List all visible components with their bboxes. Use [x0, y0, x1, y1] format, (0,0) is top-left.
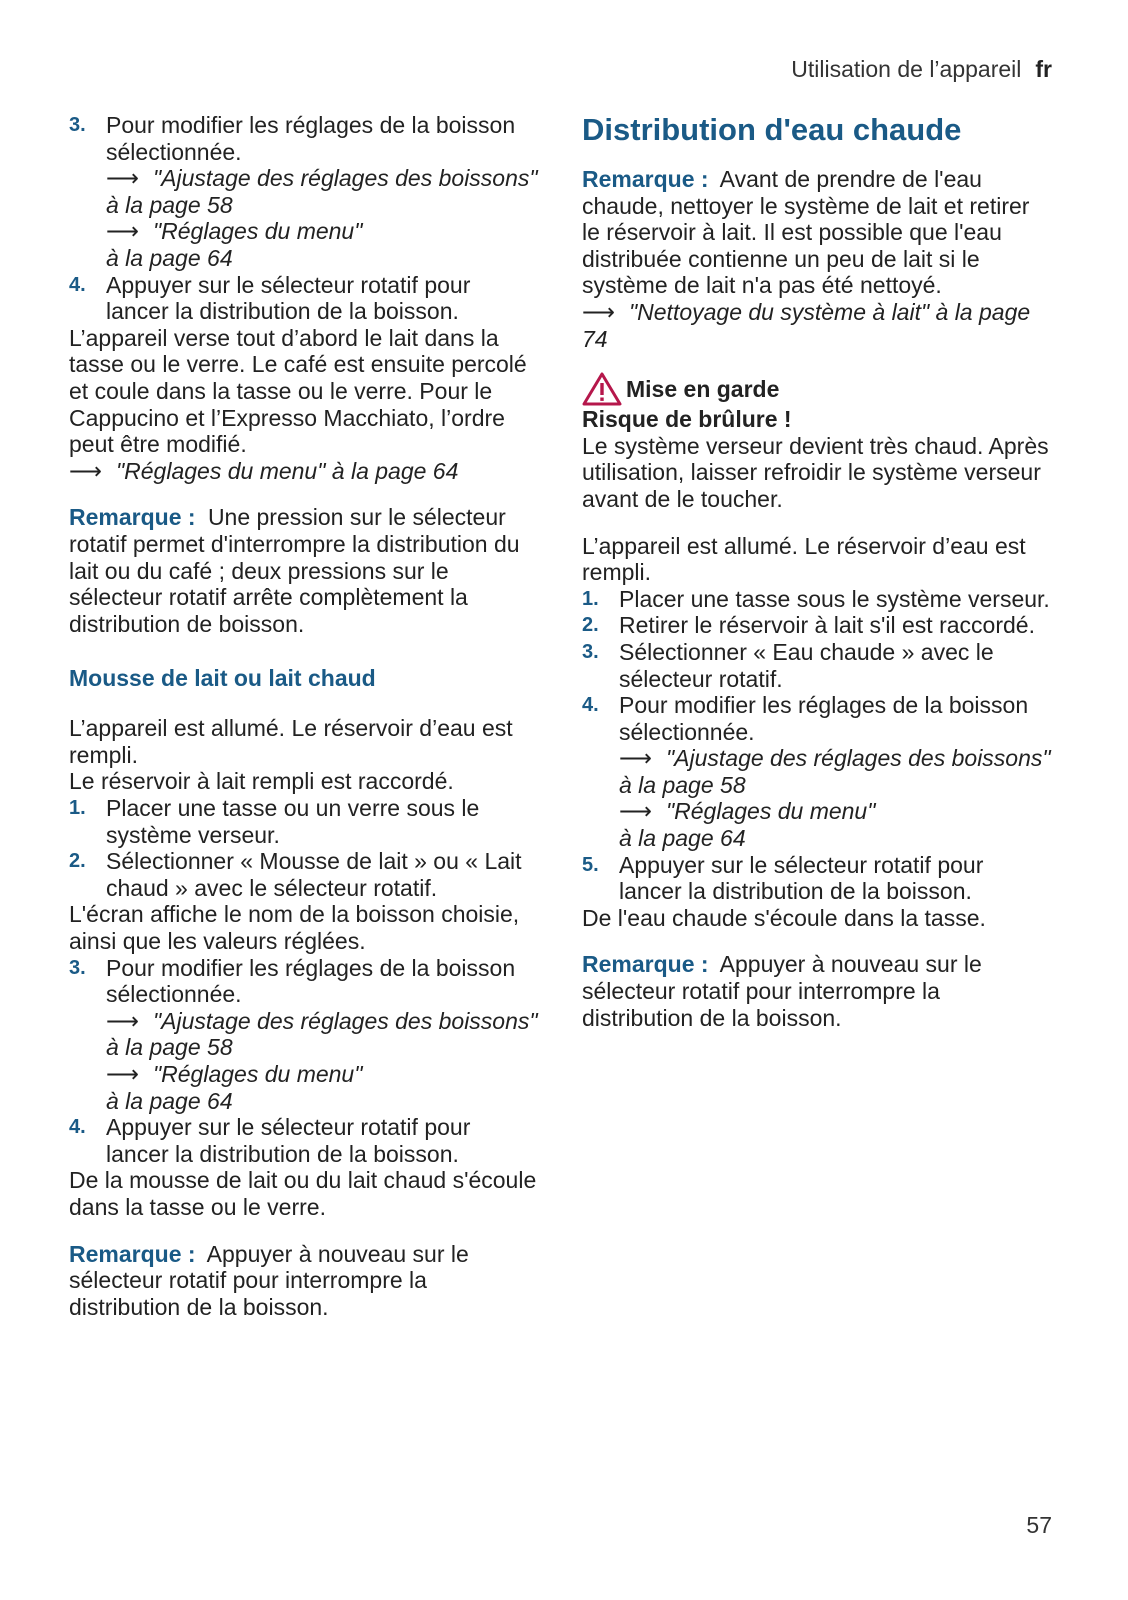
list-item — [69, 272, 539, 325]
step-text: Pour modifier les réglages de la boisson sélectionnée. — [106, 954, 516, 1008]
list-item — [69, 1114, 539, 1167]
paragraph: L’appareil verse tout d’abord le lait dans la tasse ou le verre. Le café est ensuite percolé et coule dans la tasse ou le verre. Pour le Cappucino et l’Expresso Macchiato, l’ordre peut être modifié. ⟶ "Réglages du menu" à la page 64 — [69, 324, 527, 484]
left-column — [69, 112, 539, 1320]
arrow-icon: ⟶ — [106, 218, 139, 245]
arrow-icon: ⟶ — [106, 1061, 139, 1087]
step-list — [582, 586, 1052, 905]
note-label: Remarque : — [69, 504, 196, 531]
cross-reference-link[interactable]: ⟶ "Réglages du menu" à la page 64 — [69, 457, 459, 484]
list-item — [582, 692, 1052, 852]
list-item — [69, 955, 539, 1115]
cross-reference-link[interactable]: ⟶ "Réglages du menu" à la page 64 — [106, 1061, 363, 1114]
section-title: Distribution d'eau chaude — [582, 112, 962, 147]
warning-triangle-icon — [582, 372, 622, 406]
note: Remarque : Une pression sur le sélecteur rotatif permet d'interrompre la distribution du lait ou du café ; deux pressions sur le sélecteur rotatif arrête complètement la distribution de boisson. — [69, 504, 520, 637]
step-text: Pour modifier les réglages de la boisson sélectionnée. — [619, 692, 1029, 745]
step-text: Placer une tasse sous le système verseur. — [619, 585, 1050, 612]
precondition: L’appareil est allumé. Le réservoir d’eau est rempli. — [69, 715, 513, 768]
step-text: Pour modifier les réglages de la boisson sélectionnée. — [106, 112, 516, 165]
precondition: Le réservoir à lait rempli est raccordé. — [69, 768, 454, 795]
cross-reference-link[interactable]: ⟶ "Réglages du menu" à la page 64 — [619, 798, 876, 852]
note: Remarque : Appuyer à nouveau sur le sélecteur rotatif pour interrompre la distribution de la boisson. — [582, 951, 982, 1031]
step-number: 4. — [582, 694, 599, 717]
cross-reference-link[interactable]: ⟶ "Réglages du menu" à la page 64 — [106, 218, 363, 271]
step-number: 5. — [582, 853, 599, 876]
step-number: 2. — [69, 850, 86, 873]
step-list — [69, 112, 539, 325]
warning-block — [582, 372, 1052, 512]
list-item — [69, 112, 539, 272]
page-number: 57 — [1026, 1512, 1052, 1538]
right-column — [582, 112, 1052, 1031]
warning-subtitle: Risque de brûlure ! — [582, 406, 792, 433]
step-list — [69, 795, 539, 901]
paragraph: De l'eau chaude s'écoule dans la tasse. — [582, 904, 986, 931]
list-item — [582, 639, 1052, 692]
section-heading: Mousse de lait ou lait chaud — [69, 665, 376, 692]
step-number: 4. — [69, 273, 86, 296]
header-lang: fr — [1035, 56, 1052, 82]
step-number: 3. — [69, 956, 86, 979]
step-number: 1. — [69, 797, 86, 820]
cross-reference-link[interactable]: ⟶ "Ajustage des réglages des boissons" à la page 58 — [106, 1007, 538, 1061]
list-item — [69, 848, 539, 901]
step-number: 1. — [582, 587, 599, 610]
arrow-icon: ⟶ — [619, 745, 652, 772]
list-item — [582, 612, 1052, 639]
paragraph: L'écran affiche le nom de la boisson choisie, ainsi que les valeurs réglées. — [69, 901, 520, 955]
step-text: Retirer le réservoir à lait s'il est raccordé. — [619, 612, 1035, 639]
list-item — [582, 586, 1052, 613]
note: Remarque : Avant de prendre de l'eau chaude, nettoyer le système de lait et retirer le réservoir à lait. Il est possible que l'eau distribuée contienne un peu de lait si le système de lait n'a pas été nettoyé. ⟶ "Nettoyage du système à lait" à la page 74 — [582, 166, 1031, 352]
arrow-icon: ⟶ — [69, 457, 102, 484]
paragraph: De la mousse de lait ou du lait chaud s'écoule dans la tasse ou le verre. — [69, 1167, 537, 1220]
step-text: Appuyer sur le sélecteur rotatif pour lancer la distribution de la boisson. — [106, 271, 471, 325]
step-number: 4. — [69, 1116, 86, 1139]
step-number: 3. — [69, 114, 86, 136]
list-item — [582, 852, 1052, 905]
step-number: 2. — [582, 614, 599, 637]
cross-reference-link[interactable]: ⟶ "Nettoyage du système à lait" à la page 74 — [582, 298, 1031, 352]
step-text: Sélectionner « Mousse de lait » ou « Lait chaud » avec le sélecteur rotatif. — [106, 848, 522, 901]
list-item — [69, 795, 539, 848]
note-label: Remarque : — [582, 951, 709, 978]
step-text: Appuyer sur le sélecteur rotatif pour lancer la distribution de la boisson. — [619, 851, 984, 905]
step-text: Placer une tasse ou un verre sous le système verseur. — [106, 795, 480, 848]
cross-reference-link[interactable]: ⟶ "Ajustage des réglages des boissons" à la page 58 — [619, 745, 1051, 798]
note-label: Remarque : — [582, 166, 709, 192]
warning-title: Mise en garde — [582, 372, 1052, 406]
running-header — [791, 56, 1052, 83]
warning-text: Le système verseur devient très chaud. Après utilisation, laisser refroidir le système verseur avant de le toucher. — [582, 432, 1049, 512]
step-number: 3. — [582, 640, 599, 663]
note-label: Remarque : — [69, 1240, 196, 1267]
arrow-icon: ⟶ — [619, 798, 652, 825]
header-section: Utilisation de l’appareil — [791, 56, 1022, 82]
step-text: Sélectionner « Eau chaude » avec le sélecteur rotatif. — [619, 638, 994, 692]
step-text: Appuyer sur le sélecteur rotatif pour lancer la distribution de la boisson. — [106, 1114, 471, 1167]
step-list — [69, 955, 539, 1168]
arrow-icon: ⟶ — [582, 298, 615, 325]
precondition: L’appareil est allumé. Le réservoir d’eau est rempli. — [582, 532, 1026, 586]
arrow-icon: ⟶ — [106, 1007, 139, 1034]
cross-reference-link[interactable]: ⟶ "Ajustage des réglages des boissons" à la page 58 — [106, 165, 538, 218]
arrow-icon: ⟶ — [106, 165, 139, 192]
note: Remarque : Appuyer à nouveau sur le sélecteur rotatif pour interrompre la distribution de la boisson. — [69, 1240, 469, 1320]
